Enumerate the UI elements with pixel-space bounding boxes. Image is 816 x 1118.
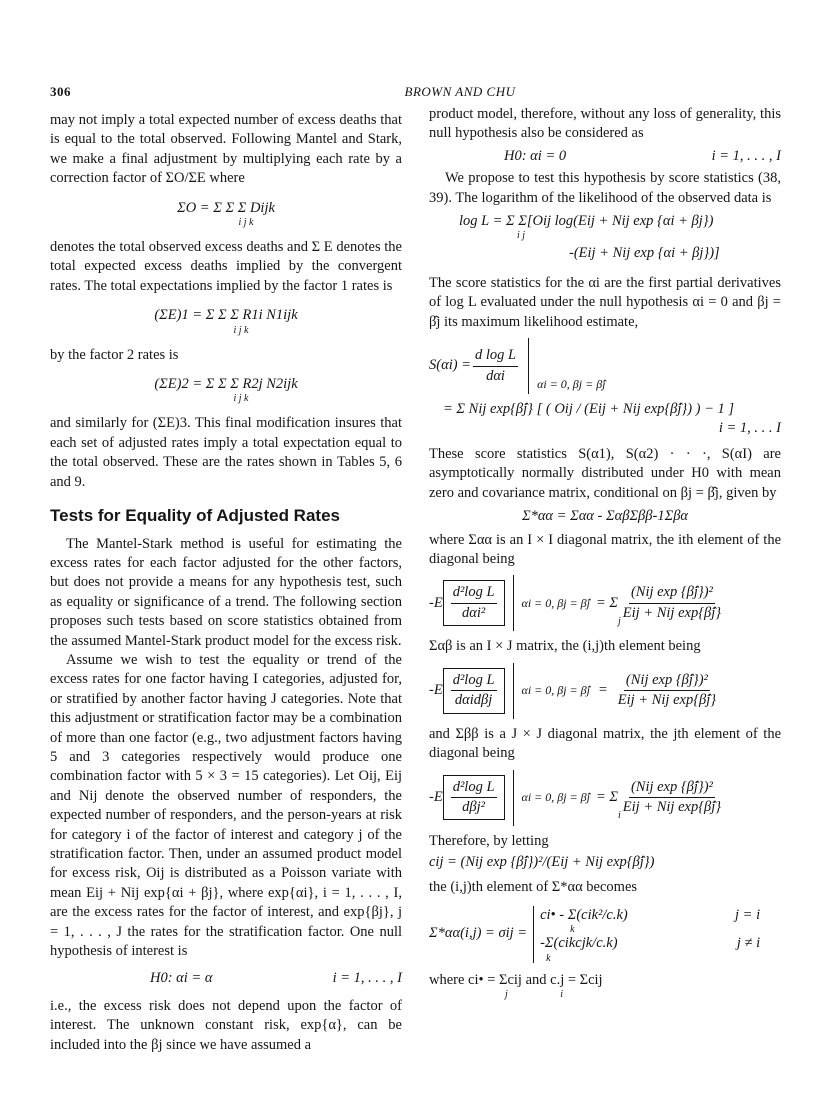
denominator: Eij + Nij exp{β̂j} [617, 692, 717, 709]
sum-index: j [618, 615, 621, 627]
fraction [618, 671, 716, 711]
numerator: (Nij exp {β̂j})² [629, 778, 715, 798]
case-index: k [570, 924, 575, 936]
where-definitions: where ci• = Σcij and c.j = Σcij [429, 971, 603, 988]
covariance-equation: Σ*αα = Σαα - ΣαβΣββ-1Σβα [521, 508, 689, 525]
section-title: Tests for Equality of Adjusted Rates [50, 506, 340, 526]
case-row [540, 906, 760, 925]
case-expression: -Σ(cikcjk/c.k) [540, 935, 618, 952]
equation-log-likelihood [459, 212, 781, 264]
evaluation-bar [513, 770, 514, 826]
fraction [623, 583, 721, 623]
cases-brace [533, 906, 760, 963]
equation-sum-observed [50, 199, 402, 228]
evaluation-bar [528, 338, 529, 394]
paragraph: i.e., the excess risk does not depend upon the factor of interest. The unknown constant risk, exp{α}, can be included into the βj since we have assumed a [50, 997, 402, 1053]
score-statistic-equation [429, 338, 781, 439]
evaluation-condition: αi = 0, βj = β̂j [521, 683, 590, 698]
hypothesis-range: i = 1, . . . , I [711, 147, 781, 164]
equation-line: -(Eij + Nij exp {αi + βj})] [569, 245, 720, 262]
fraction [623, 778, 721, 818]
paragraph: denotes the total observed excess deaths and Σ E denotes the total expected excess deaths implied by the convergent rates. The total expectations implied by the factor 1 rates is [50, 239, 402, 294]
evaluation-bar [513, 575, 514, 631]
paragraph: may not imply a total expected number of excess deaths that is equal to the total observed. Following Mantel and Stark, we make a final adjustment by multiplying each rate by a correction factor of ΣO/ΣE where [50, 112, 402, 187]
cij-definition: cij = (Nij exp {β̂j})²/(Eij + Nij exp{β̂j}) [429, 853, 655, 870]
numerator: (Nij exp {β̂j})² [629, 583, 715, 603]
bracket [443, 775, 505, 821]
equation-text: (ΣE)2 = Σ Σ Σ R2j N2ijk [154, 376, 298, 393]
page-number: 306 [50, 84, 71, 99]
null-hypothesis-alpha [150, 969, 402, 988]
paragraph: Assume we wish to test the equality or trend of the excess rates for one factor having I categories, adjusted for, or stratified by another factor having J categories. Note that this adjustment or stratification factor may be a combination of more than one factor (e.g., two adjustment factors having 5 and 3 categories respectively would produce one combination factor with 5 × 3 = 15 categories). Let Oij, Eij and Nij denote the observed number of responders, the expected number of responders, and the person-years at risk for category i of the factor of interest and category j of the stratification factor. Then, under an assumed product model for excess risk, Oij is distributed as a Poisson variate with mean Eij + Nij exp{αi + βj}, where exp{αi}, i = 1, . . . , I, are the excess rates for the factor of interest, and exp{βj}, j = 1, . . . , J the rates for the stratification factor. One null hypothesis of interest is [50, 651, 402, 960]
equation-indices: i j k [233, 324, 249, 336]
paragraph: and similarly for (ΣE)3. This final modification insures that each set of adjusted rates imply a total expectation equal to the total observed. These are the rates shown in Tables 5, 6 and 9. [50, 415, 402, 490]
fraction [451, 778, 497, 818]
expectation-sign: -E [429, 594, 443, 611]
score-lhs: S(αi) = [429, 357, 471, 374]
score-range: i = 1, . . . I [718, 420, 781, 437]
sum-sign: = Σ [595, 594, 618, 611]
fraction [451, 583, 497, 623]
denominator: Eij + Nij exp{β̂j} [622, 799, 722, 816]
score-expansion: = Σ Nij exp{β̂j} [ ( Oij / (Eij + Nij exp{β̂j}) ) − 1 ] [443, 401, 735, 418]
denominator: dαi² [461, 604, 486, 621]
evaluation-condition: αi = 0, βj = β̂j [521, 789, 590, 804]
denominator: Eij + Nij exp{β̂j} [622, 604, 722, 621]
denominator: dαi [486, 367, 505, 384]
paragraph: We propose to test this hypothesis by score statistics (38, 39). The logarithm of the likelihood of the observed data is [429, 170, 781, 206]
paragraph: These score statistics S(α1), S(α2) · · ·, S(αI) are asymptotically normally distributed under H0 with mean zero and covariance matrix, conditional on βj = β̂j, given by [429, 445, 781, 501]
fraction [451, 671, 497, 711]
score-derivative [429, 338, 781, 394]
denominator: dβj² [462, 799, 486, 816]
equation-factor1 [50, 306, 402, 335]
equation-text: (ΣE)1 = Σ Σ Σ R1i N1ijk [154, 307, 298, 324]
paragraph: the (i,j)th element of Σ*αα becomes [429, 879, 638, 896]
null-hypothesis-zero [429, 147, 781, 166]
hypothesis-range: i = 1, . . . , I [332, 970, 402, 987]
sigma-beta-beta-element [429, 770, 781, 826]
evaluation-bar [513, 663, 514, 719]
fraction [473, 346, 518, 386]
equation-indices: i j k [238, 217, 254, 229]
covariance-cases [429, 906, 781, 963]
paragraph: product model, therefore, without any loss of generality, this null hypothesis also be considered as [429, 106, 781, 142]
cases-lhs: Σ*αα(i,j) = σij = [429, 925, 528, 942]
sigma-alpha-beta-element [429, 663, 781, 719]
numerator: d²log L [451, 583, 497, 603]
paragraph: Therefore, by letting [429, 832, 549, 849]
equation-indices: i j k [233, 393, 249, 405]
case-condition: j ≠ i [736, 935, 761, 952]
where-indices: j i [505, 988, 564, 1000]
paragraph: The Mantel-Stark method is useful for estimating the excess rates for each factor adjusted for the other factors, but does not provide a means for any hypothesis test, such as equality or significance of a trend. The following section proposes such tests based on score statistics obtained from the assumed Mantel-Stark product model for the excess risk. [50, 535, 402, 649]
numerator: d²log L [451, 778, 497, 798]
hypothesis-text: H0: αi = α [150, 970, 213, 987]
sum-index: i [618, 810, 621, 822]
case-condition: j = i [735, 906, 761, 923]
sum-sign: = Σ [595, 788, 618, 805]
equation-line: log L = Σ Σ[Oij log(Eij + Nij exp {αi + βj}) [459, 213, 714, 230]
equation-indices: i j [517, 230, 526, 242]
case-row [540, 934, 760, 953]
bracket [443, 580, 505, 626]
paragraph: The score statistics for the αi are the first partial derivatives of log L evaluated under the null hypothesis αi = 0 and βj = β̂j its maximum likelihood estimate, [429, 274, 781, 330]
paragraph: by the factor 2 rates is [50, 346, 179, 363]
paragraph: where Σαα is an I × I diagonal matrix, the ith element of the diagonal being [429, 531, 781, 567]
numerator: (Nij exp {β̂j})² [624, 671, 710, 691]
expectation-sign: -E [429, 788, 443, 805]
right-column [429, 105, 781, 999]
hypothesis-text: H0: αi = 0 [504, 147, 567, 164]
denominator: dαidβj [454, 692, 493, 709]
case-expression: ci• - Σ(cik²/c.k) [540, 906, 628, 923]
paragraph: Σαβ is an I × J matrix, the (i,j)th element being [429, 638, 701, 655]
evaluation-condition: αi = 0, βj = β̂j [521, 595, 590, 610]
bracket [443, 668, 505, 714]
numerator: d log L [473, 346, 518, 366]
equals-sign: = [597, 682, 608, 699]
equation-factor2 [50, 375, 402, 404]
running-title: BROWN AND CHU [404, 84, 516, 99]
sigma-alpha-alpha-element [429, 575, 781, 631]
paragraph: and Σββ is a J × J diagonal matrix, the jth element of the diagonal being [429, 725, 781, 762]
equation-text: ΣO = Σ Σ Σ Dijk [177, 199, 275, 216]
numerator: d²log L [451, 671, 497, 691]
expectation-sign: -E [429, 682, 443, 699]
case-index: k [546, 952, 551, 964]
evaluation-condition: αi = 0, βj = β̂j [537, 376, 606, 391]
left-column [50, 111, 402, 1055]
